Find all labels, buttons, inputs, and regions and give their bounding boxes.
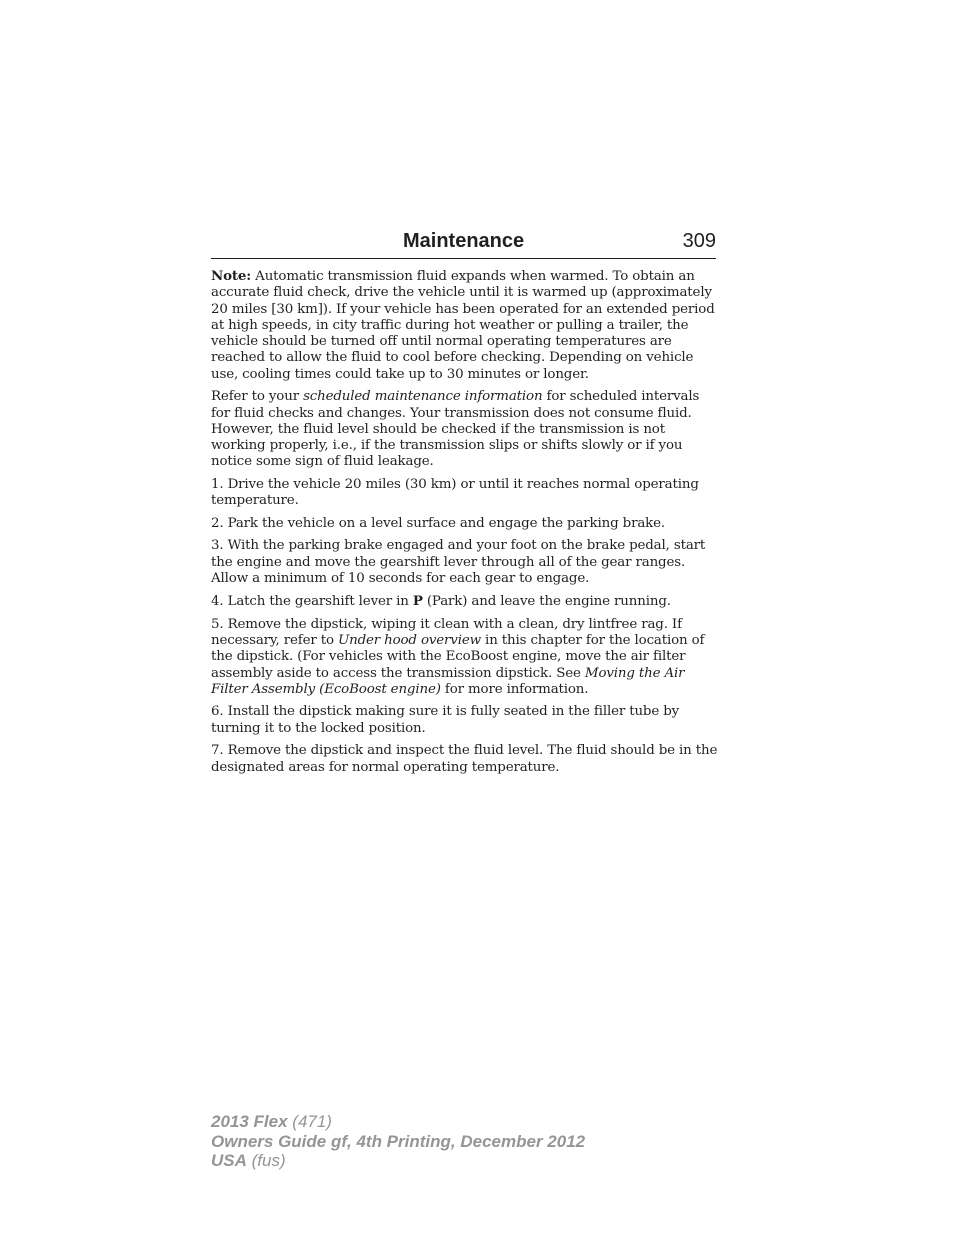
step-2: 2. Park the vehicle on a level surface and engage the parking brake. <box>211 515 666 531</box>
note-paragraph <box>211 268 718 383</box>
step-4-text-end: (Park) and leave the engine running. <box>422 594 671 610</box>
refer-paragraph <box>211 389 718 470</box>
footer-market-code: (fus) <box>246 1151 286 1170</box>
refer-text-start: Refer to your <box>211 389 304 405</box>
step-1: 1. Drive the vehicle 20 miles (30 km) or until it reaches normal operating temperature. <box>211 476 699 509</box>
park-position-label: P <box>412 593 423 610</box>
note-text: Automatic transmission fluid expands when warmed. To obtain an accurate fluid check, drive the vehicle until it is warmed up (approximately 20 miles [30 km]). If your vehicle has been operated for an extended period at high speeds, in city traffic during hot weather or pulling a trailer, the vehicle should be turned off until normal operating temperatures are reached to allow the fluid to cool before checking. Depending on vehicle use, cooling times could take up to 30 minutes or longer. <box>211 269 715 382</box>
footer-model-code: (471) <box>287 1112 332 1131</box>
step-3: 3. With the parking brake engaged and your foot on the brake pedal, start the engine and move the gearshift lever through all of the gear ranges. Allow a minimum of 10 seconds for each gear to engage. <box>211 538 706 586</box>
page-footer <box>211 1112 585 1171</box>
footer-market: USA <box>211 1151 247 1170</box>
page-number: 309 <box>682 230 716 252</box>
step-5-text-middle: in this chapter for the location of the dipstick. (For vehicles with the EcoBoost engine, move the air filter assembly aside to access the transmission dipstick. See <box>211 633 705 681</box>
main-content <box>211 268 718 782</box>
page-header <box>211 228 716 259</box>
under-hood-overview-reference: Under hood overview <box>337 633 481 649</box>
step-5-text-start: 5. Remove the dipstick, wiping it clean with a clean, dry lintfree rag. If necessary, refer to <box>211 616 682 649</box>
footer-market-line <box>211 1151 585 1171</box>
step-6: 6. Install the dipstick making sure it is fully seated in the filler tube by turning it to the locked position. <box>211 704 680 736</box>
footer-guide-line: Owners Guide gf, 4th Printing, December 2012 <box>211 1131 586 1151</box>
scheduled-maintenance-reference: scheduled maintenance information <box>303 389 543 405</box>
step-7: 7. Remove the dipstick and inspect the fluid level. The fluid should be in the designated areas for normal operating temperature. <box>211 743 718 775</box>
section-title: Maintenance <box>403 230 525 252</box>
footer-model: 2013 Flex <box>211 1112 288 1131</box>
note-label: Note: <box>211 268 252 284</box>
step-5 <box>211 617 718 698</box>
step-5-text-end: for more information. <box>440 681 589 697</box>
footer-model-line <box>211 1112 585 1132</box>
refer-text-end: for scheduled intervals for fluid checks and changes. Your transmission does not consume fluid. However, the fluid level should be checked if the transmission is not working properly, i.e., if the transmission slips or shifts slowly or if you notice some sign of fluid leakage. <box>211 389 700 470</box>
step-4-text-start: 4. Latch the gearshift lever in <box>211 594 413 610</box>
step-4 <box>211 593 718 610</box>
air-filter-assembly-reference: Moving the Air Filter Assembly (EcoBoost engine) <box>211 665 685 697</box>
